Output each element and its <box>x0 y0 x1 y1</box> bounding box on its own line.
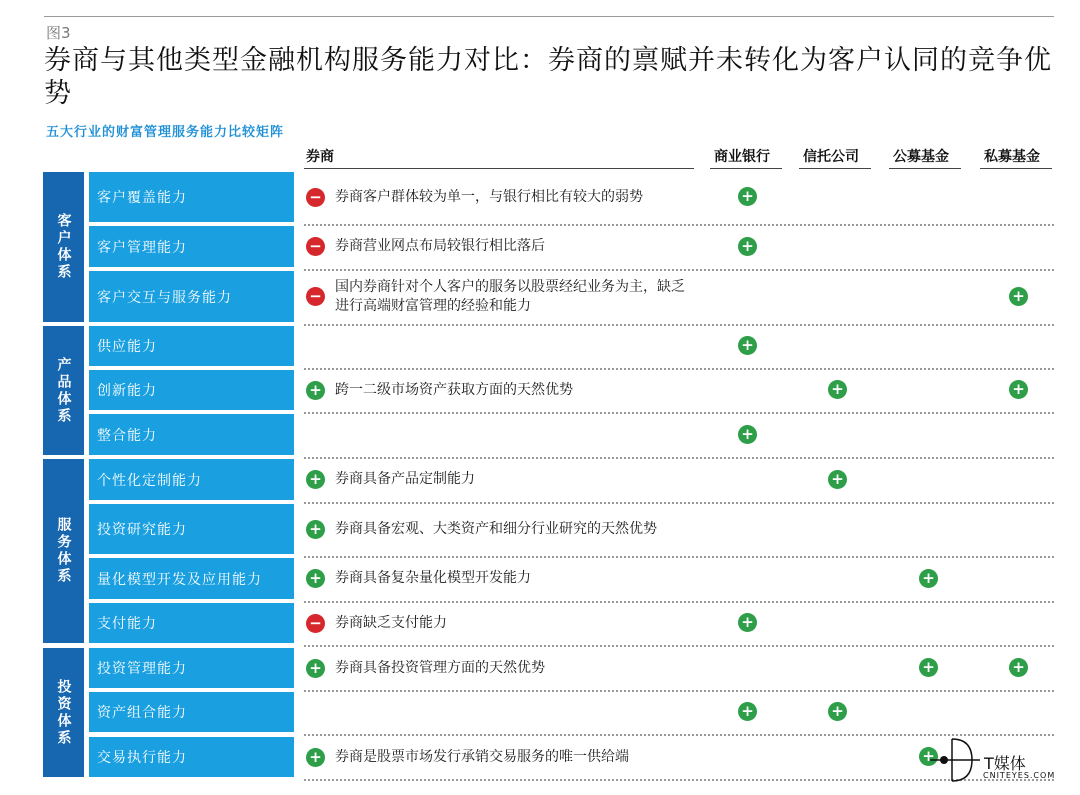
capability-cell: 投资管理能力 <box>89 648 294 688</box>
row-divider <box>304 690 1054 692</box>
category-3 <box>43 648 84 777</box>
assessment-text: 券商具备复杂量化模型开发能力 <box>335 570 531 586</box>
category-label: 投资体系 <box>55 678 72 747</box>
plus-icon: + <box>306 470 325 489</box>
broker-assessment <box>306 459 696 500</box>
plus-icon: + <box>828 470 847 489</box>
plus-icon: + <box>919 747 938 766</box>
capability-cell: 个性化定制能力 <box>89 459 294 500</box>
column-header-1: 商业银行 <box>714 149 770 165</box>
figure-label: 图3 <box>46 24 71 42</box>
plus-icon: + <box>738 187 757 206</box>
column-header-rule <box>799 168 871 169</box>
plus-icon: + <box>738 702 757 721</box>
capability-cell: 客户覆盖能力 <box>89 172 294 222</box>
plus-icon: + <box>306 520 325 539</box>
column-header-4: 私募基金 <box>984 149 1040 165</box>
row-divider <box>304 412 1054 414</box>
row-divider <box>304 324 1054 326</box>
category-label: 产品体系 <box>55 356 72 425</box>
plus-icon: + <box>306 569 325 588</box>
assessment-text: 券商营业网点布局较银行相比落后 <box>335 238 545 254</box>
capability-cell: 量化模型开发及应用能力 <box>89 558 294 599</box>
broker-assessment <box>306 504 696 554</box>
broker-assessment <box>306 737 696 777</box>
column-header-3: 公募基金 <box>893 149 949 165</box>
minus-icon: − <box>306 287 325 306</box>
assessment-text: 券商缺乏支付能力 <box>335 614 447 631</box>
capability-cell: 供应能力 <box>89 326 294 366</box>
capability-cell: 创新能力 <box>89 370 294 410</box>
plus-icon: + <box>1009 287 1028 306</box>
category-label: 服务体系 <box>55 517 72 585</box>
column-header-rule <box>980 168 1052 169</box>
broker-assessment <box>306 172 696 222</box>
column-header-0: 券商 <box>306 149 334 165</box>
plus-icon: + <box>738 613 757 632</box>
assessment-text: 券商具备产品定制能力 <box>335 471 475 487</box>
broker-assessment <box>306 648 696 688</box>
plus-icon: + <box>306 748 325 767</box>
watermark-text: T媒体 <box>984 754 1026 773</box>
category-1 <box>43 326 84 455</box>
category-2 <box>43 459 84 643</box>
capability-cell: 支付能力 <box>89 603 294 643</box>
broker-assessment <box>306 226 696 267</box>
assessment-text: 券商是股票市场发行承销交易服务的唯一供给端 <box>335 748 629 765</box>
capability-cell: 客户交互与服务能力 <box>89 271 294 322</box>
plus-icon: + <box>306 659 325 678</box>
column-header-rule <box>889 168 961 169</box>
capability-cell: 资产组合能力 <box>89 692 294 732</box>
broker-assessment <box>306 370 696 410</box>
row-divider <box>304 645 1054 647</box>
assessment-text: 国内券商针对个人客户的服务以股票经纪业务为主，缺乏进行高端财富管理的经验和能力 <box>335 278 685 314</box>
plus-icon: + <box>828 380 847 399</box>
page-title: 券商与其他类型金融机构服务能力对比：券商的禀赋并未转化为客户认同的竞争优势 <box>44 45 1052 109</box>
column-header-2: 信托公司 <box>803 149 859 165</box>
broker-assessment <box>306 271 696 322</box>
capability-cell: 投资研究能力 <box>89 504 294 554</box>
minus-icon: − <box>306 237 325 256</box>
assessment-text: 跨一二级市场资产获取方面的天然优势 <box>335 381 573 398</box>
plus-icon: + <box>738 237 757 256</box>
minus-icon: − <box>306 188 325 207</box>
plus-icon: + <box>1009 380 1028 399</box>
plus-icon: + <box>1009 658 1028 677</box>
plus-icon: + <box>738 425 757 444</box>
top-rule <box>44 16 1054 17</box>
plus-icon: + <box>828 702 847 721</box>
minus-icon: − <box>306 614 325 633</box>
assessment-text: 券商具备宏观、大类资产和细分行业研究的天然优势 <box>335 520 657 537</box>
category-label: 客户体系 <box>55 213 72 281</box>
column-header-rule <box>304 168 694 169</box>
column-header-rule <box>710 168 782 169</box>
plus-icon: + <box>919 569 938 588</box>
broker-assessment <box>306 558 696 599</box>
plus-icon: + <box>738 336 757 355</box>
matrix-subtitle: 五大行业的财富管理服务能力比较矩阵 <box>46 125 285 140</box>
assessment-text: 券商具备投资管理方面的天然优势 <box>335 659 545 676</box>
assessment-text: 券商客户群体较为单一，与银行相比有较大的弱势 <box>335 188 643 205</box>
watermark-subtext: CNITEYES.COM <box>983 771 1056 780</box>
plus-icon: + <box>306 381 325 400</box>
capability-cell: 客户管理能力 <box>89 226 294 267</box>
capability-cell: 整合能力 <box>89 414 294 455</box>
plus-icon: + <box>919 658 938 677</box>
category-0 <box>43 172 84 322</box>
capability-cell: 交易执行能力 <box>89 737 294 777</box>
broker-assessment <box>306 603 696 643</box>
